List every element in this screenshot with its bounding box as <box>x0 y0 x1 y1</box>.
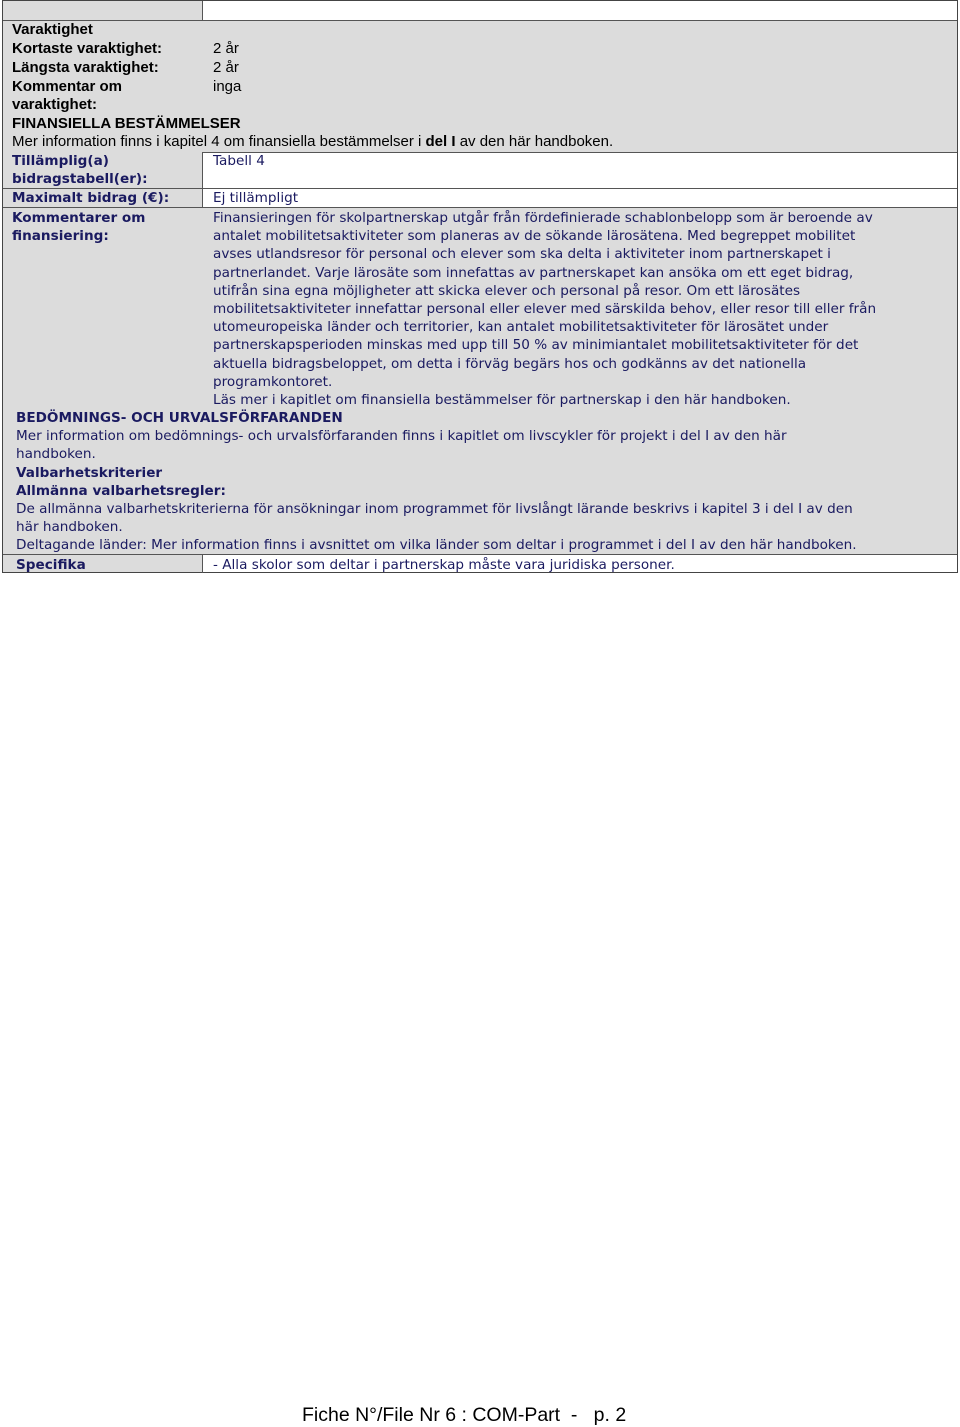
general-rules-line: här handboken. <box>16 519 123 536</box>
assessment-info <box>16 427 787 463</box>
duration-comment-value: inga <box>213 78 242 95</box>
max-grant-label: Maximalt bidrag (€): <box>12 190 170 206</box>
grant-table-label-2: bidragstabell(er): <box>12 171 148 187</box>
max-grant-value: Ej tillämpligt <box>213 190 299 206</box>
general-rules-text <box>16 500 853 536</box>
eligibility-heading: Valbarhetskriterier <box>16 465 163 481</box>
funding-comment-line: partnerlandet. Varje lärosäte som innefattas av partnerskapet kan ansöka om ett eget bidrag, <box>213 264 854 281</box>
funding-comments-label-2: finansiering: <box>12 228 109 244</box>
longest-duration-value: 2 år <box>213 59 239 76</box>
specifics-label: Specifika <box>16 557 86 573</box>
funding-comment-line: Läs mer i kapitlet om finansiella bestämmelser för partnerskap i den här handboken. <box>213 392 791 409</box>
funding-comment-line: utifrån sina egna möjligheter att skicka elever och personal på resor. Om ett lärosätes <box>213 282 801 299</box>
financial-info-bold: del I <box>425 133 456 150</box>
funding-comment-line: programkontoret. <box>213 373 333 390</box>
grant-table-value-cell <box>203 153 957 188</box>
duration-comment-label-2: varaktighet: <box>12 96 98 113</box>
financial-heading: FINANSIELLA BESTÄMMELSER <box>12 115 241 132</box>
shortest-duration-label: Kortaste varaktighet: <box>12 40 163 57</box>
specifics-value: - Alla skolor som deltar i partnerskap måste vara juridiska personer. <box>213 557 675 573</box>
funding-comment-line: antalet mobilitetsaktiviteter som planeras av de sökande lärosätena. Med begreppet mobilitet <box>213 228 856 245</box>
funding-comment-line: partnerskapsperioden minskas med upp till 50 % av minimiantalet mobilitetsaktiviteter för det <box>213 337 859 354</box>
assessment-info-line: Mer information om bedömnings- och urvalsförfaranden finns i kapitlet om livscykler för projekt i del I av den här <box>16 428 787 444</box>
funding-comment-line: utomeuropeiska länder och territorier, kan antalet mobilitetsaktiviteter för lärosätet under <box>213 319 829 336</box>
assessment-heading: BEDÖMNINGS- OCH URVALSFÖRFARANDEN <box>16 410 343 426</box>
max-grant-value-cell <box>203 189 957 207</box>
funding-comment-line: mobilitetsaktiviteter innefattar personal eller elever med särskilda behov, eller resor till eller från <box>213 301 877 318</box>
shortest-duration-value: 2 år <box>213 40 239 57</box>
funding-comments-text <box>213 209 876 409</box>
longest-duration-label: Längsta varaktighet: <box>12 59 159 76</box>
participating-countries: Deltagande länder: Mer information finns i avsnittet om vilka länder som deltar i programmet i del I av den här handboken. <box>16 537 857 553</box>
funding-comment-line: aktuella bidragsbeloppet, om detta i förväg begärs hos och godkänns av det nationella <box>213 355 807 372</box>
header-right-cell <box>203 1 957 20</box>
assessment-info-line: handboken. <box>16 446 96 463</box>
grant-table-label-1: Tillämplig(a) <box>12 153 109 169</box>
financial-info: Mer information finns i kapitel 4 om finansiella bestämmelser i del I av den här handboken. <box>12 133 614 150</box>
funding-comment-line: Finansieringen för skolpartnerskap utgår från fördefinierade schablonbelopp som är beroende av <box>213 210 873 226</box>
funding-comment-line: avses utlandsresor för personal och elever som ska delta i aktiviteter inom partnerskapet i <box>213 246 831 263</box>
general-rules-line: De allmänna valbarhetskriterierna för ansökningar inom programmet för livslångt lärande beskrivs i kapitel 3 i del I av den <box>16 501 853 517</box>
general-rules-heading: Allmänna valbarhetsregler: <box>16 483 226 499</box>
duration-heading: Varaktighet <box>12 21 93 38</box>
page-footer: Fiche N°/File Nr 6 : COM-Part - p. 2 <box>302 1404 627 1426</box>
funding-comments-label-1: Kommentarer om <box>12 210 146 226</box>
grant-table-value: Tabell 4 <box>213 153 265 169</box>
duration-comment-label-1: Kommentar om <box>12 78 123 95</box>
